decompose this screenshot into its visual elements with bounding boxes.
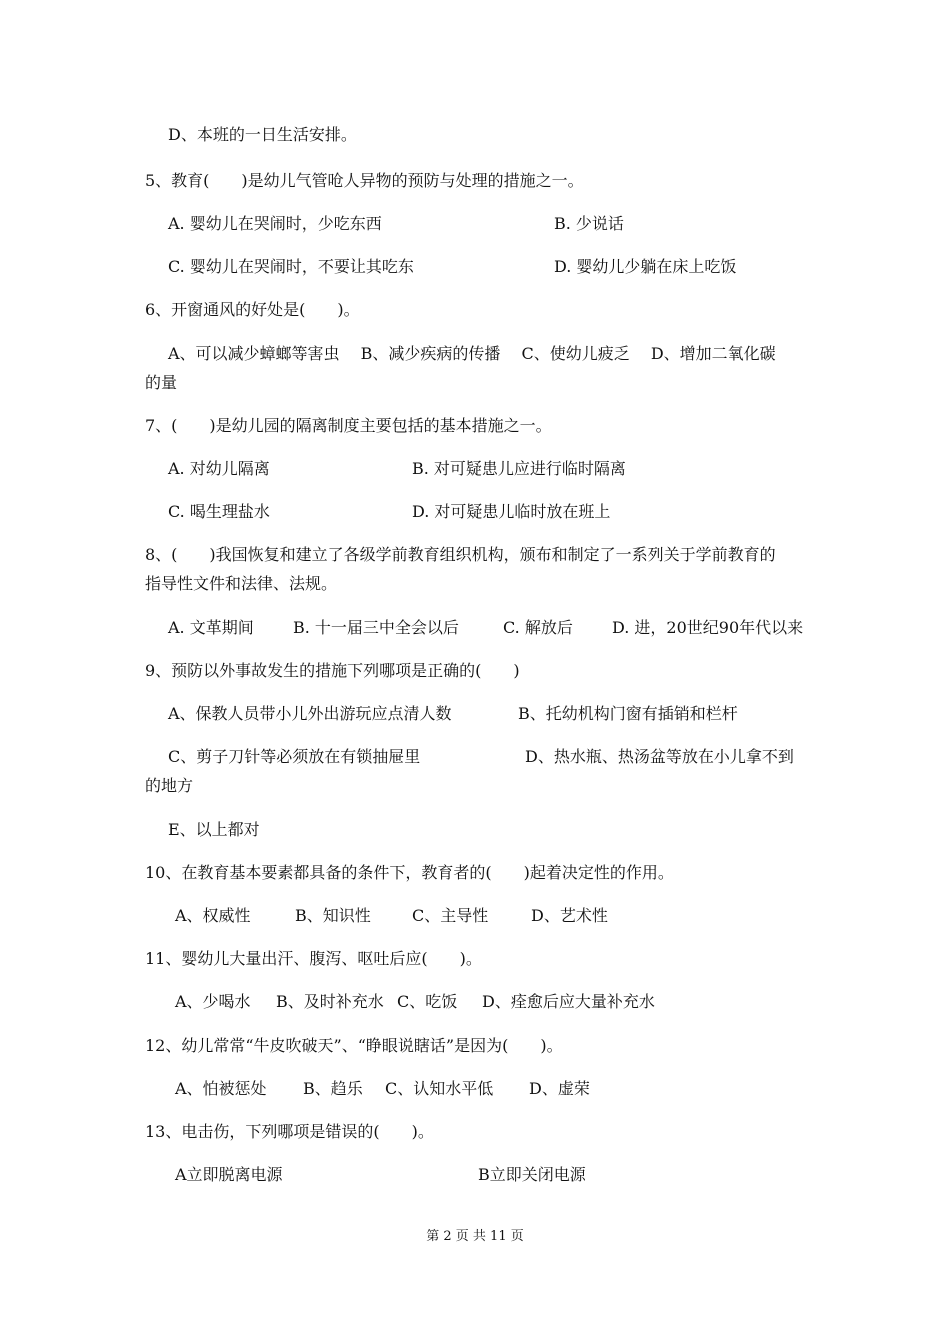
q7-option-a: A. 对幼儿隔离 <box>168 459 270 478</box>
q12-option-d: D、虚荣 <box>529 1079 590 1098</box>
q11-option-d: D、痊愈后应大量补充水 <box>482 992 655 1011</box>
q9-option-e: E、以上都对 <box>168 820 260 839</box>
q10-option-c: C、主导性 <box>412 906 489 925</box>
q10-stem: 10、在教育基本要素都具备的条件下，教育者的( )起着决定性的作用。 <box>145 863 674 882</box>
q10-option-b: B、知识性 <box>295 906 371 925</box>
q6-options: A、可以减少蟑螂等害虫 B、减少疾病的传播 C、使幼儿疲乏 D、增加二氧化碳 <box>168 344 776 363</box>
q5-option-a: A. 婴幼儿在哭闹时，少吃东西 <box>168 214 382 233</box>
q7-option-b: B. 对可疑患儿应进行临时隔离 <box>412 459 626 478</box>
q11-option-a: A、少喝水 <box>175 992 251 1011</box>
q8-option-b: B. 十一届三中全会以后 <box>293 618 459 637</box>
q11-option-b: B、及时补充水 <box>276 992 384 1011</box>
q13-option-b: B立即关闭电源 <box>478 1165 586 1184</box>
q7-option-c: C. 喝生理盐水 <box>168 502 270 521</box>
q5-option-b: B. 少说话 <box>554 214 624 233</box>
q7-option-d: D. 对可疑患儿临时放在班上 <box>412 502 611 521</box>
q9-option-d: D、热水瓶、热汤盆等放在小儿拿不到 <box>525 747 794 766</box>
q9-option-d-cont: 的地方 <box>145 776 194 795</box>
q8-option-a: A. 文革期间 <box>168 618 254 637</box>
q11-stem: 11、婴幼儿大量出汗、腹泻、呕吐后应( )。 <box>145 949 482 968</box>
q12-option-b: B、趋乐 <box>303 1079 363 1098</box>
q8-option-c: C. 解放后 <box>503 618 573 637</box>
q9-option-b: B、托幼机构门窗有插销和栏杆 <box>518 704 738 723</box>
q13-option-a: A立即脱离电源 <box>175 1165 283 1184</box>
q7-stem: 7、( )是幼儿园的隔离制度主要包括的基本措施之一。 <box>145 416 552 435</box>
q10-option-d: D、艺术性 <box>531 906 608 925</box>
q12-option-a: A、怕被惩处 <box>175 1079 267 1098</box>
q9-stem: 9、预防以外事故发生的措施下列哪项是正确的( ) <box>145 661 520 680</box>
q9-option-a: A、保教人员带小儿外出游玩应点清人数 <box>168 704 452 723</box>
q6-options-cont: 的量 <box>145 373 178 392</box>
q5-option-c: C. 婴幼儿在哭闹时，不要让其吃东 <box>168 257 414 276</box>
q5-option-d: D. 婴幼儿少躺在床上吃饭 <box>554 257 737 276</box>
q8-option-d: D. 进，20世纪90年代以来 <box>612 618 804 637</box>
q10-option-a: A、权威性 <box>175 906 251 925</box>
q8-stem-line2: 指导性文件和法律、法规。 <box>145 574 338 593</box>
page-footer: 第 2 页 共 11 页 <box>426 1229 524 1244</box>
q8-stem-line1: 8、( )我国恢复和建立了各级学前教育组织机构，颁布和制定了一系列关于学前教育的 <box>145 545 776 564</box>
q12-option-c: C、认知水平低 <box>385 1079 494 1098</box>
q11-option-c: C、吃饭 <box>397 992 458 1011</box>
q5-stem: 5、教育( )是幼儿气管呛人异物的预防与处理的措施之一。 <box>145 171 584 190</box>
q4-option-d: D、本班的一日生活安排。 <box>168 125 357 144</box>
q6-stem: 6、开窗通风的好处是( )。 <box>145 300 360 319</box>
q9-option-c: C、剪子刀针等必须放在有锁抽屉里 <box>168 747 421 766</box>
q12-stem: 12、幼儿常常“牛皮吹破天”、“睁眼说瞎话”是因为( )。 <box>145 1036 563 1055</box>
q13-stem: 13、电击伤，下列哪项是错误的( )。 <box>145 1122 434 1141</box>
